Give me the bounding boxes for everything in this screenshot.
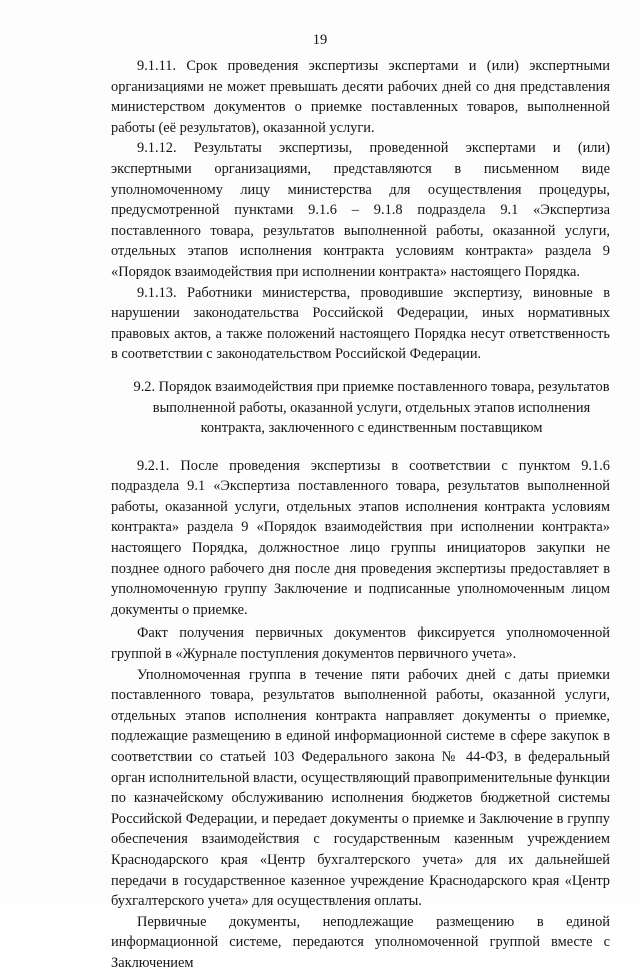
paragraph-primary-documents: Первичные документы, неподлежащие размещению в единой информационной системе, передаются уполномоченной группой вместе с Заключением xyxy=(111,913,610,971)
paragraph-fact-received: Факт получения первичных документов фиксируется уполномоченной группой в «Журнале поступления документов первичного учета». xyxy=(111,625,610,663)
paragraph-9-2-1: 9.2.1. После проведения экспертизы в соответствии с пунктом 9.1.6 подраздела 9.1 «Экспертиза поставленного товара, результатов выполненной работы, оказанной услуги, отдельных этапов исполнения контракта условиям контракта» раздела 9 «Порядок взаимодействия при исполнении контракта» настоящего Порядка, должностное лицо группы инициаторов закупки не позднее одного рабочего дня после дня проведения экспертизы предоставляет в уполномоченную группу Заключение и подписанные уполномоченным лицом документы о приемке. xyxy=(111,457,610,618)
page-number: 19 xyxy=(312,32,328,48)
paragraph-9-1-13: 9.1.13. Работники министерства, проводившие экспертизу, виновные в нарушении законодательства Российской Федерации, иных нормативных правовых актов, а также положений настоящего Порядка несут ответственность в соответствии с законодательством Российской Федерации. xyxy=(111,284,610,363)
paragraph-authorized-group: Уполномоченная группа в течение пяти рабочих дней с даты приемки поставленного товара, результатов выполненной работы, оказанной услуги, отдельных этапов исполнения контракта направляет документы о приемке, подлежащие размещению в единой информационной системе в сфере закупок в соответствии со статьей 103 Федерального закона № 44-ФЗ, в федеральный орган исполнительной власти, осуществляющий правоприменительные функции по казначейскому обслуживанию исполнения бюджетов бюджетной системы Российской Федерации, и передает документы о приемке и Заключение в группу обеспечения взаимодействия с государственным казенным учреждением Краснодарского края «Центр бухгалтерского учета» для их дальнейшей передачи в государственное казенное учреждение Краснодарского края «Центр бухгалтерского учета» для осуществления оплаты. xyxy=(111,666,610,910)
document-body xyxy=(111,56,610,974)
section-heading-9-2: 9.2. Порядок взаимодействия при приемке поставленного товара, результатов выполненной работы, оказанной услуги, отдельных этапов исполнения контракта, заключенного с единственным поставщиком xyxy=(133,378,610,437)
paragraph-9-1-11: 9.1.11. Срок проведения экспертизы экспертами и (или) экспертными организациями не может превышать десяти рабочих дней со дня представления министерством документов о приемке поставленных товаров, выполненной работы (её результатов), оказанной услуги. xyxy=(111,58,610,136)
paragraph-9-1-12: 9.1.12. Результаты экспертизы, проведенной экспертами и (или) экспертными организациями, представляются в письменном виде уполномоченному лицу министерства для осуществления процедуры, предусмотренной пунктами 9.1.6 – 9.1.8 подраздела 9.1 «Экспертиза поставленного товара, результатов выполненной работы, оказанной услуги, отдельных этапов исполнения контракта условиям контракта» раздела 9 «Порядок взаимодействия при исполнении контракта» настоящего Порядка. xyxy=(111,140,610,280)
spacer xyxy=(111,365,610,377)
spacer xyxy=(111,439,610,456)
